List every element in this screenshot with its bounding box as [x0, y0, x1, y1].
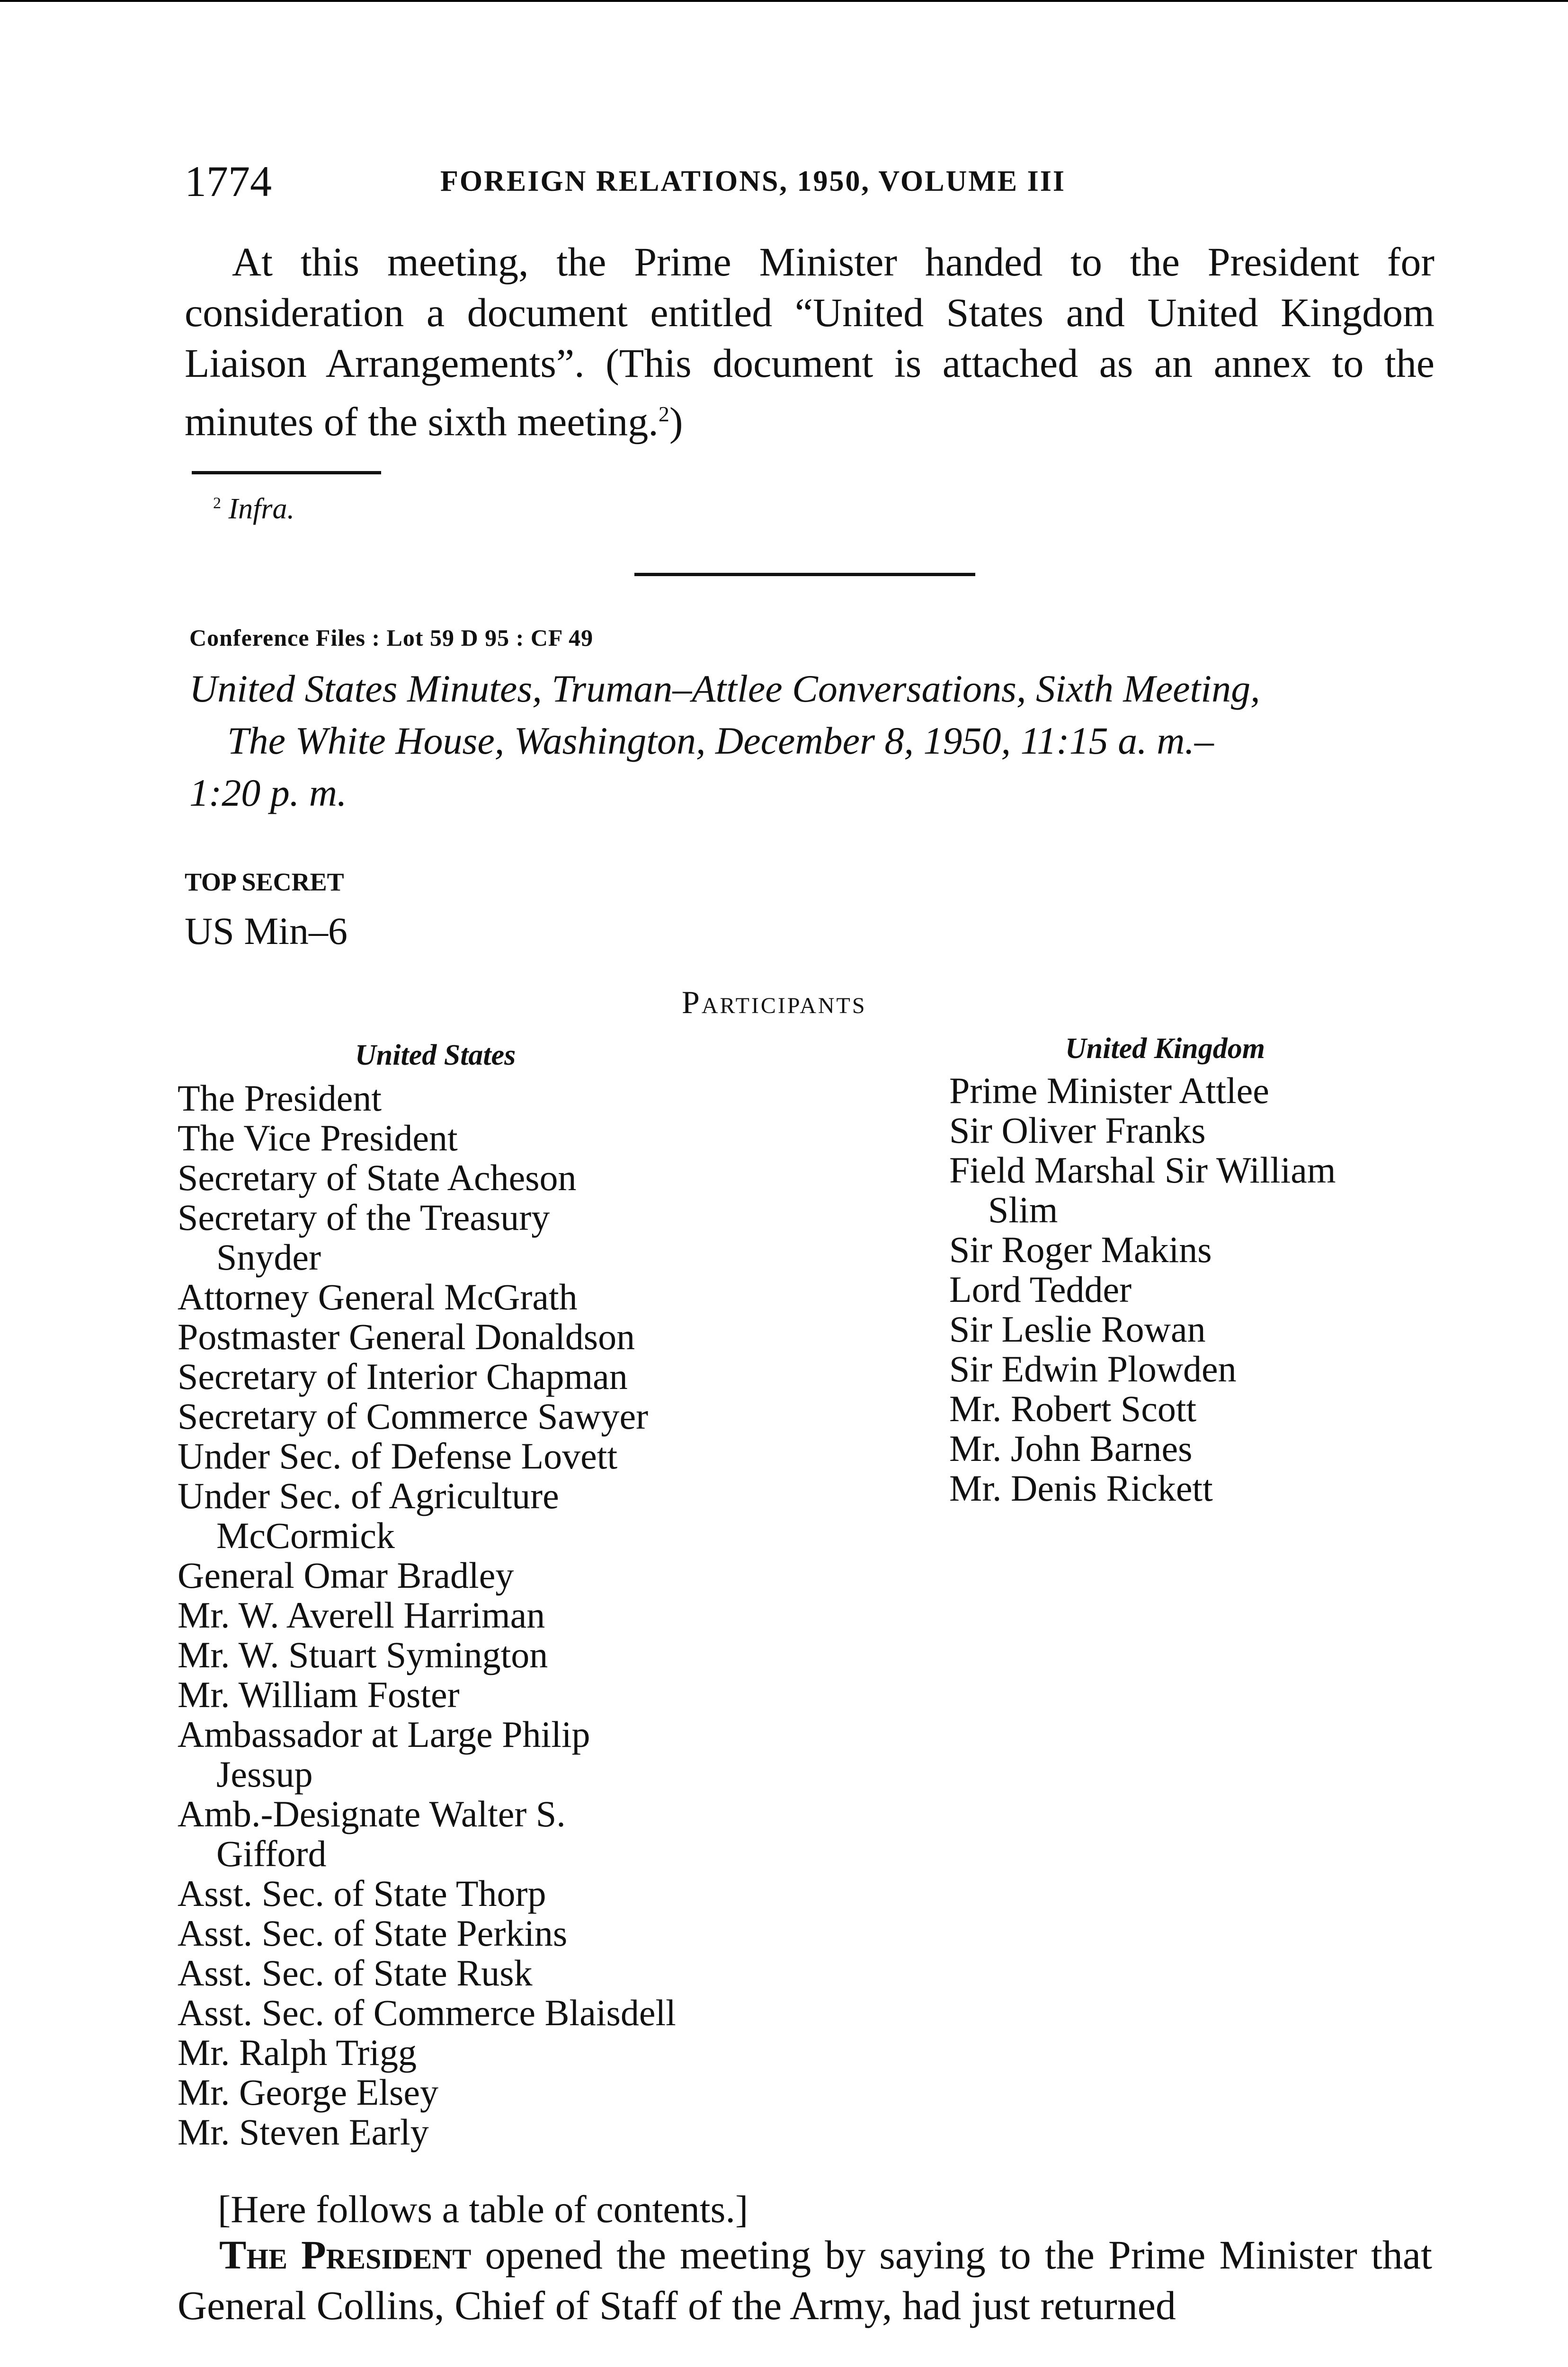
- list-item: General Omar Bradley: [178, 1555, 514, 1596]
- united-kingdom-participant-list: [949, 1071, 1446, 1508]
- list-item: Mr. W. Averell Harriman: [178, 1594, 545, 1636]
- participants-heading: Participants: [682, 984, 867, 1020]
- footnote: [213, 492, 294, 526]
- classification-label: TOP SECRET: [185, 868, 344, 896]
- document-title-line-2: The White House, Washington, December 8, 1950, 11:15 a. m.–: [227, 719, 1214, 762]
- list-item: Prime Minister Attlee: [949, 1070, 1269, 1111]
- list-item: Slim: [988, 1189, 1058, 1230]
- page-top-border: [0, 0, 1568, 2]
- list-item: The President: [178, 1077, 382, 1119]
- list-item: Asst. Sec. of State Perkins: [178, 1913, 568, 1954]
- intro-paragraph-text: At this meeting, the Prime Minister handed to the President for consideration a document entitled “United States and United Kingdom Liaison Arrangements”. (This document is attached as an annex to the minutes of the sixth meeting.: [185, 239, 1434, 445]
- document-title-line-3: 1:20 p. m.: [189, 771, 347, 814]
- list-item: Mr. John Barnes: [949, 1428, 1193, 1469]
- united-states-heading: United States: [355, 1039, 516, 1071]
- volume-title: FOREIGN RELATIONS, 1950, VOLUME III: [440, 165, 1066, 197]
- footnote-text: Infra.: [228, 493, 294, 525]
- list-item: Amb.-Designate Walter S.: [178, 1793, 566, 1834]
- list-item: Gifford: [216, 1833, 327, 1874]
- speaker-name: The President: [219, 2232, 472, 2278]
- page-number: 1774: [185, 157, 272, 205]
- source-citation: Conference Files : Lot 59 D 95 : CF 49: [189, 624, 594, 651]
- list-item: The Vice President: [178, 1117, 458, 1158]
- list-item: Secretary of Interior Chapman: [178, 1356, 628, 1397]
- intro-paragraph: [185, 237, 1434, 447]
- opening-paragraph: [178, 2230, 1432, 2331]
- list-item: Sir Edwin Plowden: [949, 1348, 1237, 1389]
- list-item: Mr. Steven Early: [178, 2111, 429, 2153]
- list-item: Sir Leslie Rowan: [949, 1308, 1206, 1350]
- footnote-reference: 2: [658, 402, 669, 426]
- list-item: Field Marshal Sir William: [949, 1149, 1336, 1191]
- list-item: Postmaster General Donaldson: [178, 1316, 635, 1357]
- running-head: [185, 156, 1439, 213]
- list-item: Mr. Denis Rickett: [949, 1468, 1213, 1509]
- list-item: Mr. George Elsey: [178, 2072, 438, 2113]
- list-item: Mr. William Foster: [178, 1674, 460, 1715]
- table-of-contents-note: [Here follows a table of contents.]: [218, 2188, 748, 2231]
- section-divider: [634, 573, 975, 576]
- list-item: Ambassador at Large Philip: [178, 1714, 590, 1755]
- united-states-participant-list: [178, 1078, 864, 2152]
- list-item: Snyder: [216, 1237, 321, 1278]
- list-item: Attorney General McGrath: [178, 1276, 578, 1317]
- list-item: Secretary of the Treasury: [178, 1197, 550, 1238]
- intro-paragraph-closing: ): [669, 399, 683, 445]
- list-item: Mr. Robert Scott: [949, 1388, 1197, 1429]
- footnote-rule: [192, 471, 381, 474]
- list-item: Sir Roger Makins: [949, 1229, 1212, 1270]
- list-item: Under Sec. of Agriculture: [178, 1475, 559, 1516]
- list-item: Mr. W. Stuart Symington: [178, 1634, 548, 1675]
- list-item: Mr. Ralph Trigg: [178, 2032, 417, 2073]
- list-item: Asst. Sec. of State Rusk: [178, 1952, 533, 1993]
- list-item: Secretary of Commerce Sawyer: [178, 1396, 649, 1437]
- footnote-marker: 2: [213, 494, 221, 512]
- list-item: Under Sec. of Defense Lovett: [178, 1435, 618, 1477]
- document-code: US Min–6: [185, 909, 348, 952]
- list-item: Jessup: [216, 1753, 313, 1795]
- list-item: Asst. Sec. of State Thorp: [178, 1873, 546, 1914]
- document-title-line-1: United States Minutes, Truman–Attlee Conversations, Sixth Meeting,: [189, 667, 1260, 710]
- list-item: Asst. Sec. of Commerce Blaisdell: [178, 1992, 676, 2033]
- opening-paragraph-text: opened the meeting by saying to the Prime Minister that General Collins, Chief of Staff of the Army, had just returned: [178, 2232, 1432, 2328]
- list-item: McCormick: [216, 1515, 395, 1556]
- list-item: Sir Oliver Franks: [949, 1110, 1206, 1151]
- list-item: Lord Tedder: [949, 1269, 1132, 1310]
- list-item: Secretary of State Acheson: [178, 1157, 577, 1198]
- united-kingdom-heading: United Kingdom: [1065, 1032, 1265, 1065]
